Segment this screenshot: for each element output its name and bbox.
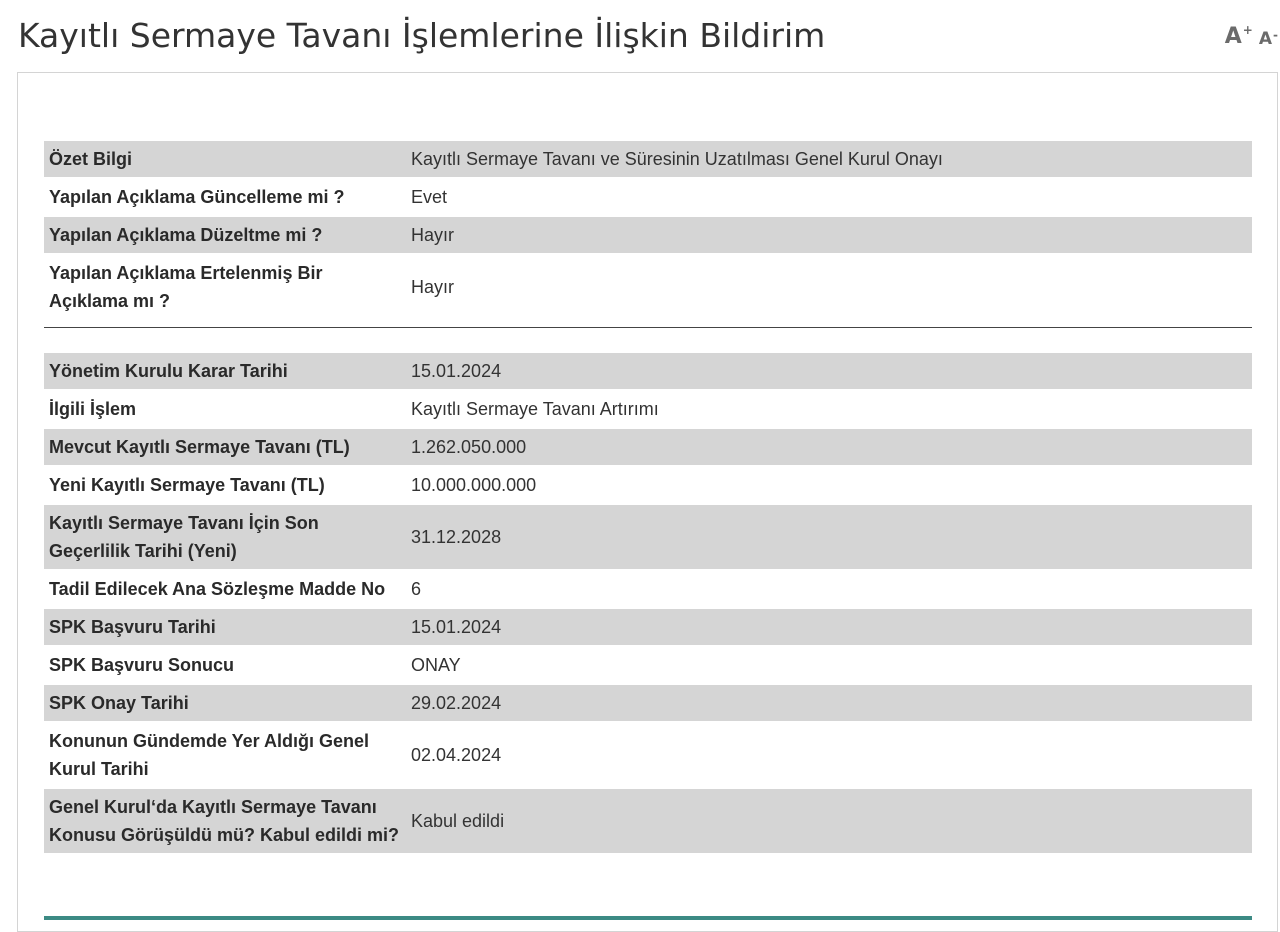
row-value: 10.000.000.000 (411, 475, 537, 495)
row-label: SPK Başvuru Tarihi (44, 609, 406, 645)
row-label: SPK Onay Tarihi (44, 685, 406, 721)
table-row (44, 685, 1252, 721)
row-label: İlgili İşlem (49, 399, 137, 419)
row-label: SPK Başvuru Sonucu (49, 655, 235, 675)
disclosure-panel (17, 72, 1278, 932)
table-row (44, 217, 1252, 253)
font-decrease-icon: A (1258, 29, 1273, 49)
table-row (44, 429, 1252, 465)
row-label: Yönetim Kurulu Karar Tarihi (44, 353, 406, 389)
row-value: Kayıtlı Sermaye Tavanı Artırımı (411, 399, 659, 419)
row-label: Özet Bilgi (44, 141, 406, 177)
row-value: 02.04.2024 (411, 745, 502, 765)
row-value: ONAY (411, 655, 461, 675)
row-value: Hayır (411, 277, 455, 297)
table-row (44, 723, 1252, 787)
font-increase-button[interactable] (1225, 24, 1253, 49)
row-label: Konunun Gündemde Yer Aldığı Genel Kurul Tarihi (49, 731, 370, 779)
row-label: Genel Kurul‘da Kayıtlı Sermaye Tavanı Konusu Görüşüldü mü? Kabul edildi mi? (44, 789, 406, 853)
summary-table (44, 139, 1252, 321)
row-label: Yapılan Açıklama Düzeltme mi ? (44, 217, 406, 253)
table-row (44, 391, 1252, 427)
font-increase-icon: A (1224, 24, 1242, 49)
page-title: Kayıtlı Sermaye Tavanı İşlemlerine İlişkin Bildirim (18, 16, 826, 55)
row-value: 6 (411, 579, 422, 599)
table-row (44, 789, 1252, 853)
row-value: Kayıtlı Sermaye Tavanı ve Süresinin Uzatılması Genel Kurul Onayı (406, 141, 1252, 177)
table-row (44, 255, 1252, 319)
section-divider (44, 327, 1252, 328)
table-row (44, 467, 1252, 503)
row-label: Tadil Edilecek Ana Sözleşme Madde No (49, 579, 386, 599)
row-value: 1.262.050.000 (406, 429, 1252, 465)
table-row (44, 609, 1252, 645)
row-value: Evet (411, 187, 448, 207)
table-row (44, 647, 1252, 683)
minus-symbol: - (1273, 28, 1278, 42)
plus-symbol: + (1242, 23, 1253, 37)
page-header (0, 0, 1280, 72)
font-decrease-button[interactable] (1259, 29, 1278, 49)
row-value: 15.01.2024 (406, 609, 1252, 645)
table-row (44, 179, 1252, 215)
table-row (44, 505, 1252, 569)
row-value: 15.01.2024 (406, 353, 1252, 389)
row-value: 31.12.2028 (406, 505, 1252, 569)
row-value: Kabul edildi (406, 789, 1252, 853)
table-row (44, 141, 1252, 177)
detail-table (44, 351, 1252, 855)
row-label: Yeni Kayıtlı Sermaye Tavanı (TL) (49, 475, 325, 495)
bottom-accent-bar (44, 916, 1252, 920)
table-row (44, 353, 1252, 389)
font-size-controls (1225, 24, 1278, 49)
row-value: 29.02.2024 (406, 685, 1252, 721)
row-label: Mevcut Kayıtlı Sermaye Tavanı (TL) (44, 429, 406, 465)
row-label: Yapılan Açıklama Ertelenmiş Bir Açıklama mı ? (49, 263, 323, 311)
row-value: Hayır (406, 217, 1252, 253)
row-label: Yapılan Açıklama Güncelleme mi ? (49, 187, 345, 207)
table-row (44, 571, 1252, 607)
row-label: Kayıtlı Sermaye Tavanı İçin Son Geçerlilik Tarihi (Yeni) (44, 505, 406, 569)
